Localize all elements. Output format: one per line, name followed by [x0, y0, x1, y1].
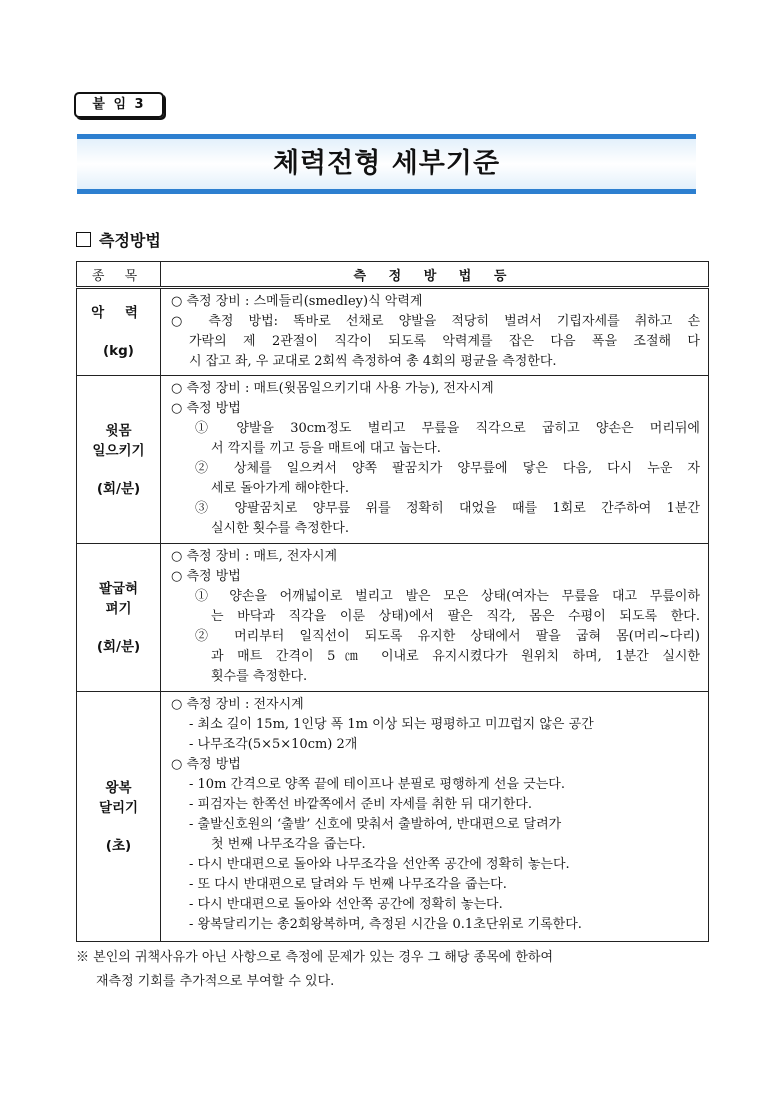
table-row [77, 692, 709, 942]
method-line: ○ 측정 방법: 똑바로 선채로 양발을 적당히 벌려서 기립자세를 취하고 손 [171, 314, 700, 329]
footnote-line-1: ※ 본인의 귀책사유가 아닌 사항으로 측정에 문제가 있는 경우 그 해당 종목에 한하여 [76, 950, 554, 965]
method-cell [161, 692, 709, 942]
method-line: - 왕복달리기는 총2회왕복하며, 측정된 시간을 0.1초단위로 기록한다. [189, 917, 582, 932]
method-line: ○ 측정 방법 [171, 757, 241, 772]
item-cell [77, 692, 161, 942]
method-cell [161, 544, 709, 692]
table-row [77, 544, 709, 692]
item-name: 왕복 [105, 779, 132, 796]
method-line: - 다시 반대편으로 돌아와 선안쪽 공간에 정확히 놓는다. [189, 897, 503, 912]
item-name-2: 일으키기 [92, 442, 145, 459]
method-line: ○ 측정 장비 : 매트, 전자시계 [171, 549, 338, 564]
method-line: 횟수를 측정한다. [211, 669, 308, 684]
table-header-row [77, 262, 709, 288]
item-cell [77, 376, 161, 544]
method-line: 첫 번째 나무조각을 줍는다. [211, 837, 366, 852]
method-cell [161, 288, 709, 376]
title-banner [77, 134, 696, 194]
item-unit: (회/분) [96, 480, 141, 497]
method-line: - 나무조각(5×5×10cm) 2개 [189, 737, 358, 752]
table-row [77, 288, 709, 376]
method-cell [161, 376, 709, 544]
method-line: ○ 측정 장비 : 전자시계 [171, 697, 304, 712]
method-line: ③ 양팔꿈치로 양무릎 위를 정확히 대었을 때를 1회로 간주하여 1분간 [195, 501, 700, 516]
item-name: 윗몸 [105, 422, 132, 439]
method-line: ○ 측정 방법 [171, 569, 241, 584]
method-line: 서 깍지를 끼고 등을 매트에 대고 눕는다. [211, 441, 441, 456]
item-name-2: 달리기 [98, 799, 139, 816]
item-unit: (초) [105, 837, 132, 854]
attachment-tag: 붙 임 3 [74, 92, 164, 118]
item-name: 팔굽혀 [98, 580, 139, 597]
criteria-table [76, 261, 709, 942]
table-row [77, 376, 709, 544]
item-cell [77, 288, 161, 376]
section-heading-label: 측정방법 [99, 231, 161, 250]
method-line: 가락의 제 2관절이 직각이 되도록 악력계를 잡은 다음 폭을 조절해 다 [189, 334, 700, 349]
method-line: - 10m 간격으로 양쪽 끝에 테이프나 분필로 평행하게 선을 긋는다. [189, 777, 565, 792]
item-name: 악 력 [91, 305, 146, 321]
method-line: ○ 측정 방법 [171, 401, 241, 416]
header-item: 종 목 [77, 262, 161, 288]
page-title: 체력전형 세부기준 [272, 148, 501, 179]
method-line: - 피검자는 한쪽선 바깥쪽에서 준비 자세를 취한 뒤 대기한다. [189, 797, 532, 812]
item-unit: (kg) [103, 343, 134, 359]
method-line: 과 매트 간격이 5㎝ 이내로 유지시켰다가 원위치 하며, 1분간 실시한 [211, 649, 700, 664]
method-line: ② 상체를 일으켜서 양쪽 팔꿈치가 양무릎에 닿은 다음, 다시 누운 자 [195, 461, 700, 476]
footnote-line-2: 재측정 기회를 추가적으로 부여할 수 있다. [96, 974, 335, 989]
method-line: 실시한 횟수를 측정한다. [211, 521, 349, 536]
method-line: ○ 측정 장비 : 매트(윗몸일으키기대 사용 가능), 전자시계 [171, 381, 494, 396]
method-line: - 다시 반대편으로 돌아와 나무조각을 선안쪽 공간에 정확히 놓는다. [189, 857, 570, 872]
method-line: ① 양손을 어깨넓이로 벌리고 발은 모은 상태(여자는 무릎을 대고 무릎이하 [195, 589, 700, 604]
method-line: 는 바닥과 직각을 이룬 상태)에서 팔은 직각, 몸은 수평이 되도록 한다. [211, 609, 700, 624]
header-method: 측 정 방 법 등 [161, 262, 709, 288]
section-heading [76, 228, 161, 251]
footnote [76, 946, 702, 994]
method-line: ○ 측정 장비 : 스메들리(smedley)식 악력계 [171, 294, 423, 309]
method-line: - 최소 길이 15m, 1인당 폭 1m 이상 되는 평평하고 미끄럽지 않은 공간 [189, 717, 594, 732]
method-line: 시 잡고 좌, 우 교대로 2회씩 측정하여 총 4회의 평균을 측정한다. [189, 354, 557, 369]
item-unit: (회/분) [96, 638, 141, 655]
method-line: ① 양발을 30cm정도 벌리고 무릎을 직각으로 굽히고 양손은 머리뒤에 [195, 421, 700, 436]
method-line: ② 머리부터 일직선이 되도록 유지한 상태에서 팔을 굽혀 몸(머리~다리) [195, 629, 700, 644]
checkbox-square-icon [76, 232, 91, 247]
method-line: - 출발신호원의 ‘출발’ 신호에 맞춰서 출발하여, 반대편으로 달려가 [189, 817, 562, 832]
method-line: 세로 돌아가게 해야한다. [211, 481, 349, 496]
method-line: - 또 다시 반대편으로 달려와 두 번째 나무조각을 줍는다. [189, 877, 507, 892]
item-name-2: 펴기 [105, 600, 132, 617]
item-cell [77, 544, 161, 692]
